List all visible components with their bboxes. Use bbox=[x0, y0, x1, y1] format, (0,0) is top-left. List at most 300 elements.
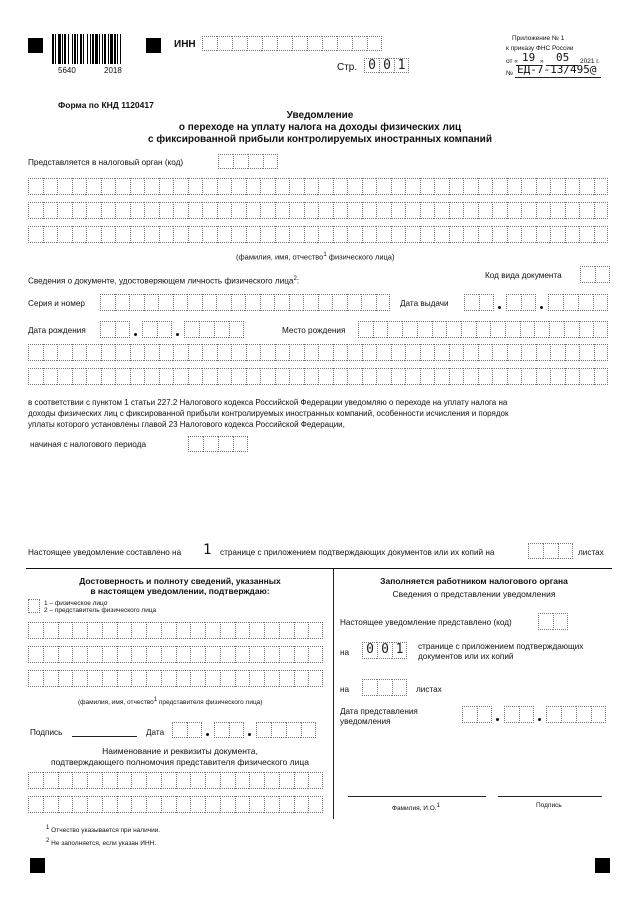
input-cell[interactable] bbox=[231, 294, 246, 311]
input-cell[interactable] bbox=[72, 646, 87, 663]
input-cell[interactable] bbox=[72, 368, 87, 385]
input-cell[interactable] bbox=[347, 226, 362, 243]
input-cell[interactable] bbox=[490, 321, 505, 338]
input-cell[interactable] bbox=[308, 622, 323, 639]
input-cell[interactable] bbox=[161, 622, 176, 639]
input-cell[interactable] bbox=[417, 321, 432, 338]
input-cell[interactable] bbox=[565, 202, 580, 219]
input-cell[interactable] bbox=[87, 646, 102, 663]
input-cell[interactable] bbox=[594, 226, 609, 243]
input-cell[interactable] bbox=[233, 436, 248, 452]
input-cell[interactable] bbox=[146, 646, 161, 663]
input-cell[interactable] bbox=[434, 202, 449, 219]
input-cell[interactable] bbox=[205, 646, 220, 663]
input-cell[interactable] bbox=[72, 772, 87, 789]
input-cell[interactable] bbox=[246, 226, 261, 243]
input-cell[interactable] bbox=[449, 202, 464, 219]
input-cell[interactable] bbox=[260, 178, 275, 195]
input-cell[interactable] bbox=[307, 36, 322, 51]
input-cell[interactable] bbox=[420, 368, 435, 385]
input-cell[interactable] bbox=[332, 294, 347, 311]
input-cell[interactable] bbox=[362, 202, 377, 219]
doc-type-field[interactable] bbox=[580, 266, 610, 283]
input-cell[interactable] bbox=[43, 344, 58, 361]
input-cell[interactable] bbox=[188, 436, 203, 452]
input-cell[interactable] bbox=[294, 796, 309, 813]
input-cell[interactable] bbox=[130, 202, 145, 219]
input-cell[interactable] bbox=[434, 178, 449, 195]
input-cell[interactable] bbox=[115, 294, 130, 311]
input-cell[interactable] bbox=[231, 226, 246, 243]
fio-row-1[interactable] bbox=[28, 178, 608, 195]
input-cell[interactable] bbox=[86, 368, 101, 385]
input-cell[interactable] bbox=[217, 202, 232, 219]
input-cell[interactable] bbox=[249, 772, 264, 789]
input-cell[interactable] bbox=[476, 321, 491, 338]
input-cell[interactable] bbox=[235, 670, 250, 687]
input-cell[interactable] bbox=[553, 613, 568, 630]
input-cell[interactable] bbox=[57, 344, 72, 361]
input-cell[interactable] bbox=[275, 202, 290, 219]
input-cell[interactable] bbox=[235, 772, 250, 789]
input-cell[interactable] bbox=[43, 670, 58, 687]
input-cell[interactable] bbox=[102, 670, 117, 687]
input-cell[interactable] bbox=[405, 344, 420, 361]
input-cell[interactable] bbox=[264, 796, 279, 813]
input-cell[interactable] bbox=[546, 706, 561, 723]
input-cell[interactable] bbox=[58, 772, 73, 789]
input-cell[interactable] bbox=[376, 294, 391, 311]
input-cell[interactable] bbox=[202, 36, 217, 51]
input-cell[interactable] bbox=[333, 368, 348, 385]
input-cell[interactable] bbox=[249, 646, 264, 663]
input-cell[interactable] bbox=[347, 178, 362, 195]
input-cell[interactable] bbox=[534, 321, 549, 338]
input-cell[interactable] bbox=[58, 646, 73, 663]
input-cell[interactable] bbox=[279, 646, 294, 663]
signer-type-field[interactable] bbox=[28, 599, 40, 613]
input-cell[interactable] bbox=[217, 344, 232, 361]
input-cell[interactable] bbox=[246, 344, 261, 361]
input-cell[interactable] bbox=[260, 344, 275, 361]
input-cell[interactable] bbox=[289, 294, 304, 311]
input-cell[interactable] bbox=[289, 344, 304, 361]
input-cell[interactable] bbox=[376, 178, 391, 195]
input-cell[interactable] bbox=[303, 294, 318, 311]
input-cell[interactable] bbox=[72, 796, 87, 813]
input-cell[interactable] bbox=[157, 321, 172, 338]
input-cell[interactable] bbox=[579, 368, 594, 385]
input-cell[interactable] bbox=[434, 368, 449, 385]
input-cell[interactable] bbox=[405, 368, 420, 385]
input-cell[interactable] bbox=[492, 202, 507, 219]
input-cell[interactable] bbox=[199, 321, 214, 338]
input-cell[interactable] bbox=[173, 294, 188, 311]
input-cell[interactable] bbox=[86, 202, 101, 219]
input-cell[interactable] bbox=[318, 368, 333, 385]
input-cell[interactable] bbox=[506, 294, 521, 311]
input-cell[interactable] bbox=[463, 368, 478, 385]
input-cell[interactable] bbox=[420, 226, 435, 243]
issue-day-field[interactable] bbox=[464, 294, 494, 311]
left-day-field[interactable] bbox=[172, 722, 202, 738]
input-cell[interactable] bbox=[446, 321, 461, 338]
input-cell[interactable] bbox=[275, 178, 290, 195]
input-cell[interactable] bbox=[347, 368, 362, 385]
input-cell[interactable] bbox=[304, 178, 319, 195]
input-cell[interactable] bbox=[536, 178, 551, 195]
input-cell[interactable] bbox=[550, 202, 565, 219]
input-cell[interactable] bbox=[173, 344, 188, 361]
input-cell[interactable] bbox=[464, 294, 479, 311]
input-cell[interactable] bbox=[362, 679, 377, 696]
input-cell[interactable] bbox=[548, 294, 563, 311]
digit-cell[interactable]: 1 bbox=[394, 58, 409, 73]
composed-sheets-field[interactable] bbox=[528, 543, 573, 559]
input-cell[interactable] bbox=[159, 368, 174, 385]
input-cell[interactable] bbox=[130, 226, 145, 243]
input-cell[interactable] bbox=[565, 368, 580, 385]
input-cell[interactable] bbox=[86, 178, 101, 195]
input-cell[interactable] bbox=[292, 36, 307, 51]
left-sign-line[interactable] bbox=[72, 736, 137, 737]
input-cell[interactable] bbox=[28, 368, 43, 385]
page-number-field[interactable] bbox=[364, 58, 409, 73]
input-cell[interactable] bbox=[130, 368, 145, 385]
birth-place-field-3[interactable] bbox=[28, 368, 608, 385]
input-cell[interactable] bbox=[159, 344, 174, 361]
input-cell[interactable] bbox=[43, 178, 58, 195]
input-cell[interactable] bbox=[449, 368, 464, 385]
input-cell[interactable] bbox=[144, 368, 159, 385]
input-cell[interactable] bbox=[176, 670, 191, 687]
input-cell[interactable] bbox=[271, 722, 286, 738]
input-cell[interactable] bbox=[146, 772, 161, 789]
input-cell[interactable] bbox=[28, 772, 43, 789]
left-year-field[interactable] bbox=[256, 722, 316, 738]
input-cell[interactable] bbox=[142, 321, 157, 338]
input-cell[interactable] bbox=[504, 706, 519, 723]
input-cell[interactable] bbox=[279, 796, 294, 813]
input-cell[interactable] bbox=[131, 796, 146, 813]
input-cell[interactable] bbox=[249, 796, 264, 813]
fio-row-2[interactable] bbox=[28, 202, 608, 219]
input-cell[interactable] bbox=[190, 796, 205, 813]
input-cell[interactable] bbox=[579, 202, 594, 219]
input-cell[interactable] bbox=[507, 226, 522, 243]
input-cell[interactable] bbox=[580, 266, 595, 283]
input-cell[interactable] bbox=[333, 226, 348, 243]
input-cell[interactable] bbox=[463, 202, 478, 219]
input-cell[interactable] bbox=[28, 178, 43, 195]
input-cell[interactable] bbox=[202, 178, 217, 195]
input-cell[interactable] bbox=[536, 368, 551, 385]
input-cell[interactable] bbox=[579, 344, 594, 361]
input-cell[interactable] bbox=[57, 226, 72, 243]
input-cell[interactable] bbox=[100, 294, 115, 311]
input-cell[interactable] bbox=[594, 202, 609, 219]
rep-fio-row-1[interactable] bbox=[28, 622, 323, 639]
input-cell[interactable] bbox=[289, 226, 304, 243]
input-cell[interactable] bbox=[478, 344, 493, 361]
input-cell[interactable] bbox=[391, 368, 406, 385]
input-cell[interactable] bbox=[565, 226, 580, 243]
input-cell[interactable] bbox=[405, 226, 420, 243]
input-cell[interactable] bbox=[275, 226, 290, 243]
right-year-field[interactable] bbox=[546, 706, 606, 723]
input-cell[interactable] bbox=[43, 646, 58, 663]
input-cell[interactable] bbox=[358, 321, 373, 338]
input-cell[interactable] bbox=[231, 368, 246, 385]
input-cell[interactable] bbox=[550, 226, 565, 243]
input-cell[interactable] bbox=[594, 178, 609, 195]
input-cell[interactable] bbox=[308, 772, 323, 789]
input-cell[interactable] bbox=[190, 622, 205, 639]
input-cell[interactable] bbox=[492, 368, 507, 385]
input-cell[interactable] bbox=[402, 321, 417, 338]
input-cell[interactable] bbox=[318, 344, 333, 361]
input-cell[interactable] bbox=[43, 368, 58, 385]
input-cell[interactable] bbox=[57, 178, 72, 195]
input-cell[interactable] bbox=[294, 622, 309, 639]
input-cell[interactable] bbox=[507, 344, 522, 361]
inn-field[interactable] bbox=[202, 36, 382, 51]
input-cell[interactable] bbox=[550, 344, 565, 361]
input-cell[interactable] bbox=[246, 202, 261, 219]
right-pages-field[interactable] bbox=[362, 642, 407, 659]
input-cell[interactable] bbox=[521, 344, 536, 361]
input-cell[interactable] bbox=[463, 344, 478, 361]
input-cell[interactable] bbox=[274, 294, 289, 311]
input-cell[interactable] bbox=[217, 36, 232, 51]
input-cell[interactable] bbox=[144, 294, 159, 311]
input-cell[interactable] bbox=[72, 202, 87, 219]
input-cell[interactable] bbox=[264, 622, 279, 639]
input-cell[interactable] bbox=[318, 226, 333, 243]
input-cell[interactable] bbox=[561, 706, 576, 723]
right-sign-line[interactable] bbox=[498, 796, 602, 797]
input-cell[interactable] bbox=[246, 368, 261, 385]
input-cell[interactable] bbox=[102, 646, 117, 663]
input-cell[interactable] bbox=[432, 321, 447, 338]
input-cell[interactable] bbox=[528, 543, 543, 559]
input-cell[interactable] bbox=[187, 722, 202, 738]
input-cell[interactable] bbox=[463, 226, 478, 243]
input-cell[interactable] bbox=[478, 202, 493, 219]
input-cell[interactable] bbox=[579, 321, 594, 338]
input-cell[interactable] bbox=[521, 202, 536, 219]
right-day-field[interactable] bbox=[462, 706, 492, 723]
input-cell[interactable] bbox=[87, 796, 102, 813]
input-cell[interactable] bbox=[202, 368, 217, 385]
input-cell[interactable] bbox=[264, 646, 279, 663]
rep-fio-row-2[interactable] bbox=[28, 646, 323, 663]
fio-row-3[interactable] bbox=[28, 226, 608, 243]
input-cell[interactable] bbox=[146, 670, 161, 687]
input-cell[interactable] bbox=[87, 772, 102, 789]
input-cell[interactable] bbox=[172, 722, 187, 738]
input-cell[interactable] bbox=[550, 178, 565, 195]
input-cell[interactable] bbox=[176, 772, 191, 789]
input-cell[interactable] bbox=[347, 294, 362, 311]
input-cell[interactable] bbox=[289, 178, 304, 195]
input-cell[interactable] bbox=[260, 202, 275, 219]
input-cell[interactable] bbox=[28, 226, 43, 243]
input-cell[interactable] bbox=[117, 772, 132, 789]
input-cell[interactable] bbox=[275, 368, 290, 385]
input-cell[interactable] bbox=[558, 543, 573, 559]
input-cell[interactable] bbox=[579, 226, 594, 243]
period-field[interactable] bbox=[188, 436, 248, 452]
input-cell[interactable] bbox=[286, 722, 301, 738]
input-cell[interactable] bbox=[434, 226, 449, 243]
input-cell[interactable] bbox=[275, 344, 290, 361]
input-cell[interactable] bbox=[304, 202, 319, 219]
input-cell[interactable] bbox=[72, 178, 87, 195]
input-cell[interactable] bbox=[301, 722, 316, 738]
input-cell[interactable] bbox=[57, 368, 72, 385]
input-cell[interactable] bbox=[492, 178, 507, 195]
input-cell[interactable] bbox=[373, 321, 388, 338]
input-cell[interactable] bbox=[564, 321, 579, 338]
issue-month-field[interactable] bbox=[506, 294, 536, 311]
input-cell[interactable] bbox=[190, 646, 205, 663]
input-cell[interactable] bbox=[188, 344, 203, 361]
input-cell[interactable] bbox=[188, 226, 203, 243]
birth-place-field-1[interactable] bbox=[358, 321, 608, 338]
input-cell[interactable] bbox=[462, 706, 477, 723]
input-cell[interactable] bbox=[43, 226, 58, 243]
input-cell[interactable] bbox=[220, 622, 235, 639]
input-cell[interactable] bbox=[43, 622, 58, 639]
input-cell[interactable] bbox=[333, 202, 348, 219]
input-cell[interactable] bbox=[58, 670, 73, 687]
input-cell[interactable] bbox=[115, 344, 130, 361]
input-cell[interactable] bbox=[173, 368, 188, 385]
input-cell[interactable] bbox=[231, 202, 246, 219]
input-cell[interactable] bbox=[159, 178, 174, 195]
input-cell[interactable] bbox=[144, 226, 159, 243]
input-cell[interactable] bbox=[308, 670, 323, 687]
input-cell[interactable] bbox=[318, 294, 333, 311]
input-cell[interactable] bbox=[289, 368, 304, 385]
right-month-field[interactable] bbox=[504, 706, 534, 723]
input-cell[interactable] bbox=[246, 178, 261, 195]
input-cell[interactable] bbox=[538, 613, 553, 630]
input-cell[interactable] bbox=[220, 772, 235, 789]
input-cell[interactable] bbox=[536, 226, 551, 243]
input-cell[interactable] bbox=[536, 344, 551, 361]
input-cell[interactable] bbox=[28, 646, 43, 663]
input-cell[interactable] bbox=[235, 796, 250, 813]
input-cell[interactable] bbox=[263, 154, 278, 169]
input-cell[interactable] bbox=[594, 368, 609, 385]
input-cell[interactable] bbox=[376, 202, 391, 219]
input-cell[interactable] bbox=[376, 368, 391, 385]
input-cell[interactable] bbox=[87, 622, 102, 639]
input-cell[interactable] bbox=[131, 670, 146, 687]
input-cell[interactable] bbox=[28, 670, 43, 687]
input-cell[interactable] bbox=[220, 796, 235, 813]
input-cell[interactable] bbox=[377, 679, 392, 696]
input-cell[interactable] bbox=[337, 36, 352, 51]
input-cell[interactable] bbox=[102, 796, 117, 813]
input-cell[interactable] bbox=[420, 344, 435, 361]
input-cell[interactable] bbox=[492, 226, 507, 243]
input-cell[interactable] bbox=[202, 294, 217, 311]
input-cell[interactable] bbox=[130, 178, 145, 195]
input-cell[interactable] bbox=[115, 321, 130, 338]
input-cell[interactable] bbox=[146, 796, 161, 813]
input-cell[interactable] bbox=[144, 202, 159, 219]
input-cell[interactable] bbox=[101, 344, 116, 361]
input-cell[interactable] bbox=[262, 36, 277, 51]
input-cell[interactable] bbox=[146, 622, 161, 639]
input-cell[interactable] bbox=[218, 436, 233, 452]
input-cell[interactable] bbox=[449, 344, 464, 361]
input-cell[interactable] bbox=[249, 670, 264, 687]
input-cell[interactable] bbox=[214, 722, 229, 738]
input-cell[interactable] bbox=[72, 226, 87, 243]
input-cell[interactable] bbox=[159, 226, 174, 243]
input-cell[interactable] bbox=[205, 622, 220, 639]
input-cell[interactable] bbox=[173, 202, 188, 219]
presented-code-field[interactable] bbox=[538, 613, 568, 630]
input-cell[interactable] bbox=[188, 368, 203, 385]
input-cell[interactable] bbox=[536, 202, 551, 219]
input-cell[interactable] bbox=[28, 599, 40, 613]
input-cell[interactable] bbox=[362, 226, 377, 243]
input-cell[interactable] bbox=[576, 706, 591, 723]
input-cell[interactable] bbox=[367, 36, 382, 51]
input-cell[interactable] bbox=[159, 202, 174, 219]
input-cell[interactable] bbox=[420, 202, 435, 219]
input-cell[interactable] bbox=[28, 202, 43, 219]
input-cell[interactable] bbox=[245, 294, 260, 311]
input-cell[interactable] bbox=[235, 622, 250, 639]
input-cell[interactable] bbox=[362, 368, 377, 385]
input-cell[interactable] bbox=[322, 36, 337, 51]
input-cell[interactable] bbox=[591, 706, 606, 723]
input-cell[interactable] bbox=[376, 344, 391, 361]
input-cell[interactable] bbox=[117, 622, 132, 639]
input-cell[interactable] bbox=[521, 294, 536, 311]
input-cell[interactable] bbox=[205, 796, 220, 813]
input-cell[interactable] bbox=[205, 670, 220, 687]
input-cell[interactable] bbox=[595, 266, 610, 283]
input-cell[interactable] bbox=[158, 294, 173, 311]
input-cell[interactable] bbox=[231, 178, 246, 195]
input-cell[interactable] bbox=[217, 368, 232, 385]
input-cell[interactable] bbox=[279, 670, 294, 687]
input-cell[interactable] bbox=[264, 772, 279, 789]
input-cell[interactable] bbox=[347, 344, 362, 361]
input-cell[interactable] bbox=[28, 796, 43, 813]
input-cell[interactable] bbox=[190, 670, 205, 687]
input-cell[interactable] bbox=[362, 344, 377, 361]
input-cell[interactable] bbox=[520, 321, 535, 338]
input-cell[interactable] bbox=[131, 772, 146, 789]
input-cell[interactable] bbox=[550, 368, 565, 385]
input-cell[interactable] bbox=[478, 368, 493, 385]
input-cell[interactable] bbox=[176, 622, 191, 639]
input-cell[interactable] bbox=[477, 706, 492, 723]
input-cell[interactable] bbox=[214, 321, 229, 338]
input-cell[interactable] bbox=[202, 202, 217, 219]
input-cell[interactable] bbox=[220, 670, 235, 687]
input-cell[interactable] bbox=[260, 294, 275, 311]
input-cell[interactable] bbox=[294, 646, 309, 663]
